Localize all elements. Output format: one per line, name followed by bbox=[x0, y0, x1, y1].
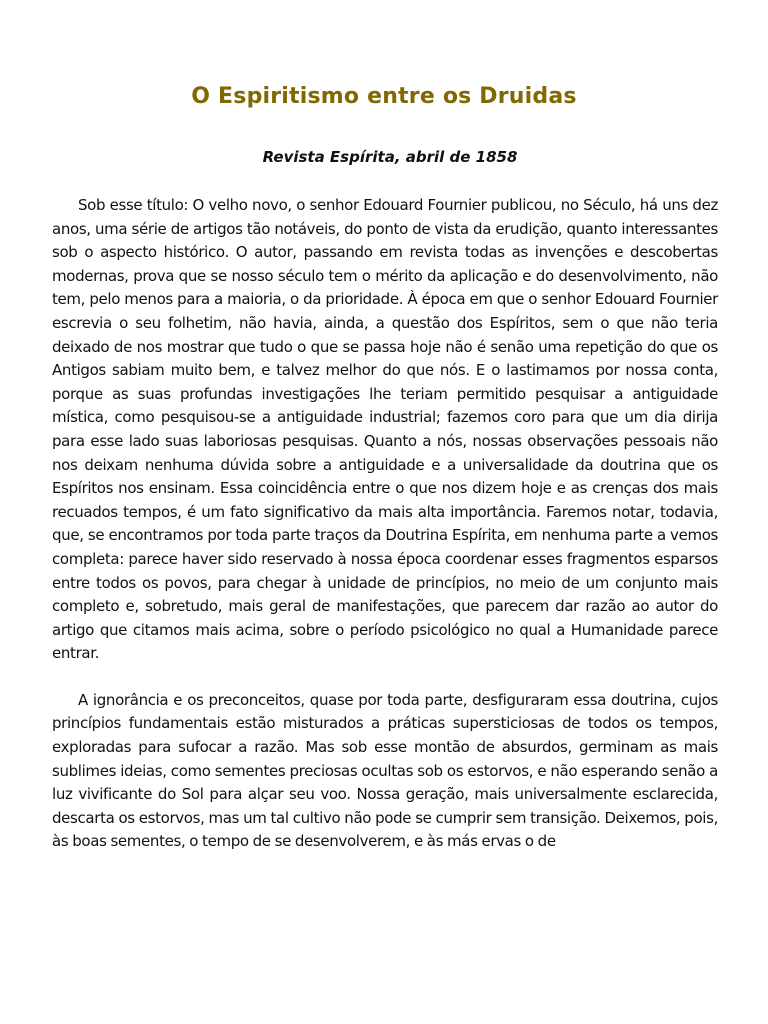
document-title: O Espiritismo entre os Druidas bbox=[191, 84, 577, 109]
paragraph-1: Sob esse título: O velho novo, o senhor Edouard Fournier publicou, no Século, há uns dez anos, uma série de artigos tão notáveis, do ponto de vista da erudição, quanto interessantes sob o aspecto histórico. O autor, passando em revista todas as invenções e descobertas modernas, prova que se nosso século tem o mérito da aplicação e do desenvolvimento, não tem, pelo menos para a maioria, o da prioridade. À época em que o senhor Edouard Fournier escrevia o seu folhetim, não havia, ainda, a questão dos Espíritos, sem o que não teria deixado de nos mostrar que tudo o que se passa hoje não é senão uma repetição do que os Antigos sabiam muito bem, e talvez melhor do que nós. E o lastimamos por nossa conta, porque as suas profundas investigações lhe teriam permitido pesquisar a antiguidade mística, como pesquisou-se a antiguidade industrial; fazemos coro para que um dia dirija para esse lado suas laboriosas pesquisas. Quanto a nós, nossas observações pessoais não nos deixam nenhuma dúvida sobre a antiguidade e a universalidade da doutrina que os Espíritos nos ensinam. Essa coincidência entre o que nos dizem hoje e as crenças dos mais recuados tempos, é um fato significativo da mais alta importância. Faremos notar, todavia, que, se encontramos por toda parte traços da Doutrina Espírita, em nenhuma parte a vemos completa: parece haver sido reservado à nossa época coordenar esses fragmentos esparsos entre todos os povos, para chegar à unidade de princípios, no meio de um conjunto mais completo e, sobretudo, mais geral de manifestações, que parecem dar razão ao autor do artigo que citamos mais acima, sobre o período psicológico no qual a Humanidade parece entrar. bbox=[52, 196, 718, 663]
paragraph-2: A ignorância e os preconceitos, quase por toda parte, desfiguraram essa doutrina, cujos princípios fundamentais estão misturados a práticas supersticiosas de todos os tempos, exploradas para sufocar a razão. Mas sob esse montão de absurdos, germinam as mais sublimes ideias, como sementes preciosas ocultas sob os estorvos, e não esperando senão a luz vivificante do Sol para alçar seu voo. Nossa geração, mais universalmente esclarecida, descarta os estorvos, mas um tal cultivo não pode se cumprir sem transição. Deixemos, pois, às boas sementes, o tempo de se desenvolverem, e às más ervas o de bbox=[52, 690, 718, 851]
document-subtitle: Revista Espírita, abril de 1858 bbox=[262, 148, 518, 166]
document-body bbox=[52, 194, 718, 854]
